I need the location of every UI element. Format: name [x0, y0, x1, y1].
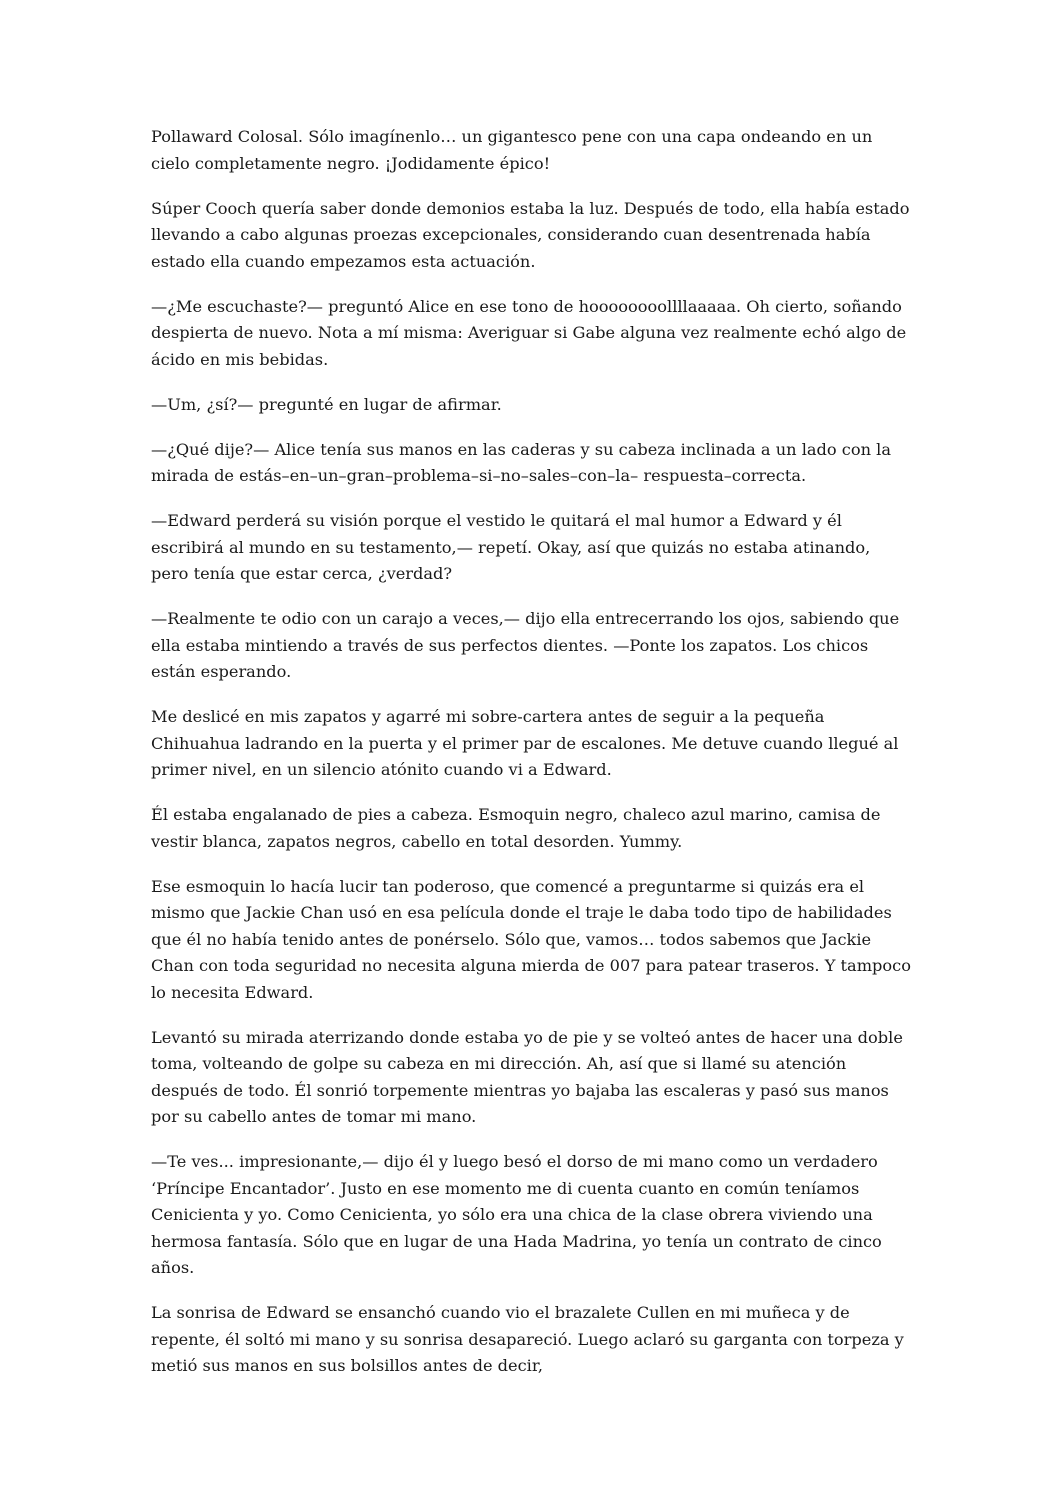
paragraph-13: La sonrisa de Edward se ensanchó cuando vio el brazalete Cullen en mi muñeca y de repente, él soltó mi mano y su sonrisa desapareció. Luego aclaró su garganta con torpeza y metió sus manos en sus bolsillos antes de decir, — [151, 1303, 904, 1375]
paragraph-7: —Realmente te odio con un carajo a veces,— dijo ella entrecerrando los ojos, sabiendo que ella estaba mintiendo a través de sus perfectos dientes. —Ponte los zapatos. Los chicos están esperando. — [151, 609, 900, 681]
paragraph-5: —¿Qué dije?— Alice tenía sus manos en las caderas y su cabeza inclinada a un lado con la mirada de estás–en–un–gran–problema–si–no–sales–con–la– respuesta–correcta. — [151, 439, 891, 485]
paragraph-6: —Edward perderá su visión porque el vestido le quitará el mal humor a Edward y él escribirá al mundo en su testamento,— repetí. Okay, así que quizás no estaba atinando, pero tenía que estar cerca, ¿verdad? — [151, 511, 871, 583]
paragraph-12: —Te ves... impresionante,— dijo él y luego besó el dorso de mi mano como un verdadero ‘Príncipe Encantador’. Justo en ese momento me di cuenta cuanto en común teníamos Cenicienta y yo. Como Cenicienta, yo sólo era una chica de la clase obrera viviendo una hermosa fantasía. Sólo que en lugar de una Hada Madrina, yo tenía un contrato de cinco años. — [151, 1152, 882, 1277]
paragraph-3: —¿Me escuchaste?— preguntó Alice en ese tono de hoooooooollllaaaaa. Oh cierto, soñando despierta de nuevo. Nota a mí misma: Averiguar si Gabe alguna vez realmente echó algo de ácido en mis bebidas. — [151, 296, 907, 369]
paragraph-1: Pollaward Colosal. Sólo imagínenlo… un gigantesco pene con una capa ondeando en un cielo completamente negro. ¡Jodidamente épico! — [151, 127, 873, 173]
body-text — [151, 124, 911, 1398]
paragraph-8: Me deslicé en mis zapatos y agarré mi sobre-cartera antes de seguir a la pequeña Chihuahua ladrando en la puerta y el primer par de escalones. Me detuve cuando llegué al primer nivel, en un silencio atónito cuando vi a Edward. — [151, 707, 899, 779]
paragraph-2: Súper Cooch quería saber donde demonios estaba la luz. Después de todo, ella había estado llevando a cabo algunas proezas excepcionales, considerando cuan desentrenada había estado ella cuando empezamos esta actuación. — [151, 198, 910, 271]
paragraph-4: —Um, ¿sí?— pregunté en lugar de afirmar. — [151, 394, 502, 414]
paragraph-9: Él estaba engalanado de pies a cabeza. Esmoquin negro, chaleco azul marino, camisa de vestir blanca, zapatos negros, cabello en total desorden. Yummy. — [151, 805, 881, 851]
paragraph-10: Ese esmoquin lo hacía lucir tan poderoso, que comencé a preguntarme si quizás era el mismo que Jackie Chan usó en esa película donde el traje le daba todo tipo de habilidades que él no había tenido antes de ponérselo. Sólo que, vamos… todos sabemos que Jackie Chan con toda seguridad no necesita alguna mierda de 007 para patear traseros. Y tampoco lo necesita Edward. — [151, 876, 911, 1002]
paragraph-11: Levantó su mirada aterrizando donde estaba yo de pie y se volteó antes de hacer una doble toma, volteando de golpe su cabeza en mi dirección. Ah, así que si llamé su atención después de todo. Él sonrió torpemente mientras yo bajaba las escaleras y pasó sus manos por su cabello antes de tomar mi mano. — [151, 1027, 903, 1126]
